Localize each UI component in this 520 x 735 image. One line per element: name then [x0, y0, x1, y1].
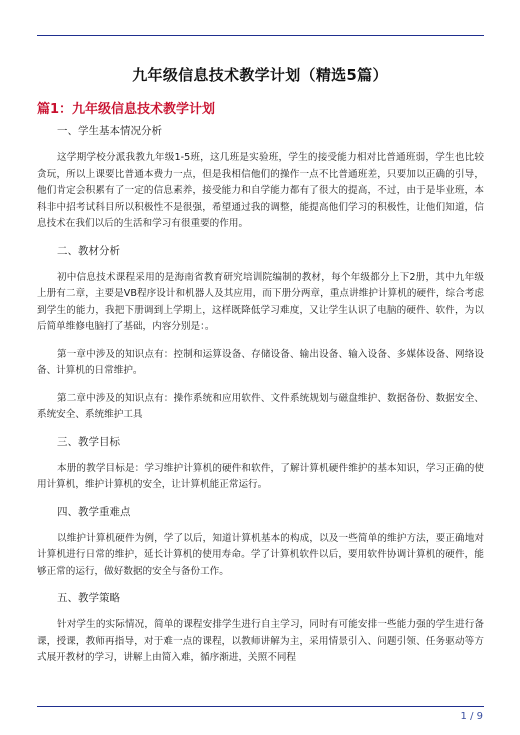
- heading-teaching-strategy: 五、教学策略: [57, 592, 120, 604]
- heading-teaching-goals: 三、教学目标: [57, 435, 120, 448]
- heading-textbook-analysis: 二、教材分析: [57, 244, 120, 257]
- heading-student-analysis: 一、学生基本情况分析: [57, 125, 162, 137]
- page-number: 1 / 9: [460, 711, 483, 722]
- paragraph-teaching-strategy: 针对学生的实际情况，简单的课程安排学生进行自主学习，同时有可能安排一些能力强的学生进行备课，授课，教师再指导，对于难一点的课程，以教师讲解为主，采用情景引入、问题引领、任务驱动等方式展开教材的学习，讲解上由简入难，循序渐进，关照不同程: [37, 619, 484, 663]
- section-title: 篇1：九年级信息技术教学计划: [37, 102, 216, 117]
- footer-rule: [37, 706, 484, 707]
- paragraph-key-points: 以维护计算机硬件为例，学了以后，知道计算机基本的构成，以及一些简单的维护方法，要正确地对计算机进行日常的维护，延长计算机的使用寿命。学了计算机软件以后，要用软件协调计算机的硬件，能够正常的运行，做好数据的安全与备份工作。: [37, 532, 484, 577]
- paragraph-student-analysis: 这学期学校分派我教九年级1-5班，这几班是实验班，学生的接受能力相对比普通班弱，学生也比较贪玩，所以上课要比普通本费力一点，但是我相信他们的操作一点不比普通班差，只要加以正确的引导，他们肯定会积累有了一定的信息素养，接受能力和自学能力都有了很大的提高，不过，由于是毕业班，本科非中招考试科目所以积极性不是很强，希望通过我的调整，能提高他们学习的积极性，让他们知道，信息技术在我们以后的生活和学习有很重要的作用。: [37, 152, 484, 229]
- document-title: 九年级信息技术教学计划（精选5篇）: [132, 66, 388, 84]
- paragraph-chapter-one: 第一章中涉及的知识点有：控制和运算设备、存储设备、输出设备、输入设备、多媒体设备、网络设备、计算机的日常维护。: [37, 348, 484, 376]
- header-rule: [37, 35, 484, 36]
- paragraph-textbook-analysis: 初中信息技术课程采用的是海南省教育研究培训院编制的教材，每个年级都分上下2册，其中九年级上册有二章，主要是VB程序设计和机器人及其应用，而下册分两章，重点讲维护计算机的硬件，综合考虑到学生的能力，我把下册调到上学期上，这样既降低学习难度，又让学生认识了电脑的硬件、软件，为以后简单维修电脑打了基础，内容分别是：。: [37, 271, 484, 332]
- heading-key-points: 四、教学重难点: [57, 505, 131, 518]
- paragraph-chapter-two: 第二章中涉及的知识点有：操作系统和应用软件、文件系统规划与磁盘维护、数据备份、数据安全、系统安全、系统维护工具: [37, 392, 484, 420]
- paragraph-teaching-goals: 本册的教学目标是：学习维护计算机的硬件和软件，了解计算机硬件维护的基本知识，学习正确的使用计算机，维护计算机的安全，让计算机能正常运行。: [37, 462, 484, 490]
- document-body: [37, 124, 484, 667]
